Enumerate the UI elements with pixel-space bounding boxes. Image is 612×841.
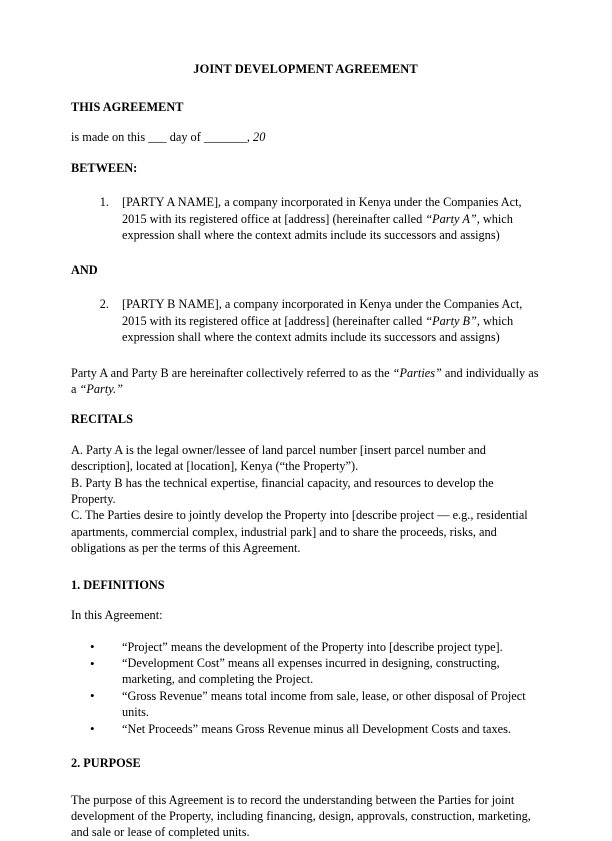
list-item-party-a [89,194,540,243]
spacer [71,624,540,639]
date-line [71,129,540,145]
spacer [71,397,540,412]
purpose-body: The purpose of this Agreement is to record the understanding between the Parties for joint development of the Property, including financing, design, approvals, construction, marketing, and sale or lease of completed units. [71,792,531,840]
definitions-heading: 1. DEFINITIONS [71,577,165,592]
definitions-intro: In this Agreement: [71,608,163,623]
spacer [71,771,540,792]
spacer [71,592,540,607]
party-a-text-after: , which expression shall where the context admits include its successors and assigns) [122,211,513,243]
parties-defined-term: “Parties” [392,365,442,380]
party-b-text-after: , which expression shall where the context admits include its successors and assigns) [122,313,514,345]
spacer [71,557,540,578]
party-b-defined-term: “Party B” [425,313,477,328]
date-line-prefix: is made on this ___ day of _______, [71,130,254,145]
recitals-body [71,442,540,556]
recital-item-c: C. The Parties desire to jointly develop the Property into [describe project — e.g., residential apartments, commercial complex, industrial park] and to share the proceeds, risks, and obligations as per the terms of this Agreement. [71,508,528,556]
party-b-text-before: [PARTY B NAME], a company incorporated in Kenya under the Companies Act, 2015 with its registered office at [address] (hereinafter called [122,297,523,328]
party-a-text-before: [PARTY A NAME], a company incorporated in Kenya under the Companies Act, 2015 with its registered office at [address] (hereinafter called [122,195,522,226]
and-conjunction-heading: AND [71,262,98,277]
document-title: JOINT DEVELOPMENT AGREEMENT [193,62,418,76]
spacer [71,277,540,296]
spacer [71,346,540,365]
this-agreement-heading: THIS AGREEMENT [71,99,184,114]
collective-text-1: Party A and Party B are hereinafter collectively referred to as the [71,365,393,380]
list-item: • “Net Proceeds” means Gross Revenue minus all Development Costs and taxes. [89,721,540,737]
spacer [71,146,540,161]
spacer [71,427,540,442]
collective-text-2: and individually as a [71,365,539,396]
spacer [71,114,540,129]
spacer [71,175,540,194]
spacer [71,244,540,263]
date-line-year: 20 [253,130,266,145]
recital-item-a: A. Party A is the legal owner/lessee of land parcel number [insert parcel number and description], located at [location], Kenya (“the Property”). [71,443,486,474]
spacer [71,737,540,756]
definitions-bullet-list [71,639,540,737]
party-defined-term: “Party.” [79,382,123,396]
list-item-party-b [89,296,540,345]
list-item: • “Project” means the development of the Property into [describe project type]. [89,639,540,655]
party-a-defined-term: “Party A” [425,211,477,226]
recitals-heading: RECITALS [71,412,133,427]
list-item: • “Development Cost” means all expenses incurred in designing, constructing, marketing, and completing the Project. [89,655,540,688]
list-item: • “Gross Revenue” means total income from sale, lease, or other disposal of Project units. [89,688,540,721]
parties-list [71,194,540,243]
recital-item-b: B. Party B has the technical expertise, financial capacity, and resources to develop the Property. [71,475,494,507]
collective-reference-clause [71,365,540,398]
parties-list-continued [71,296,540,345]
between-heading: BETWEEN: [71,160,138,175]
purpose-heading: 2. PURPOSE [71,756,141,771]
